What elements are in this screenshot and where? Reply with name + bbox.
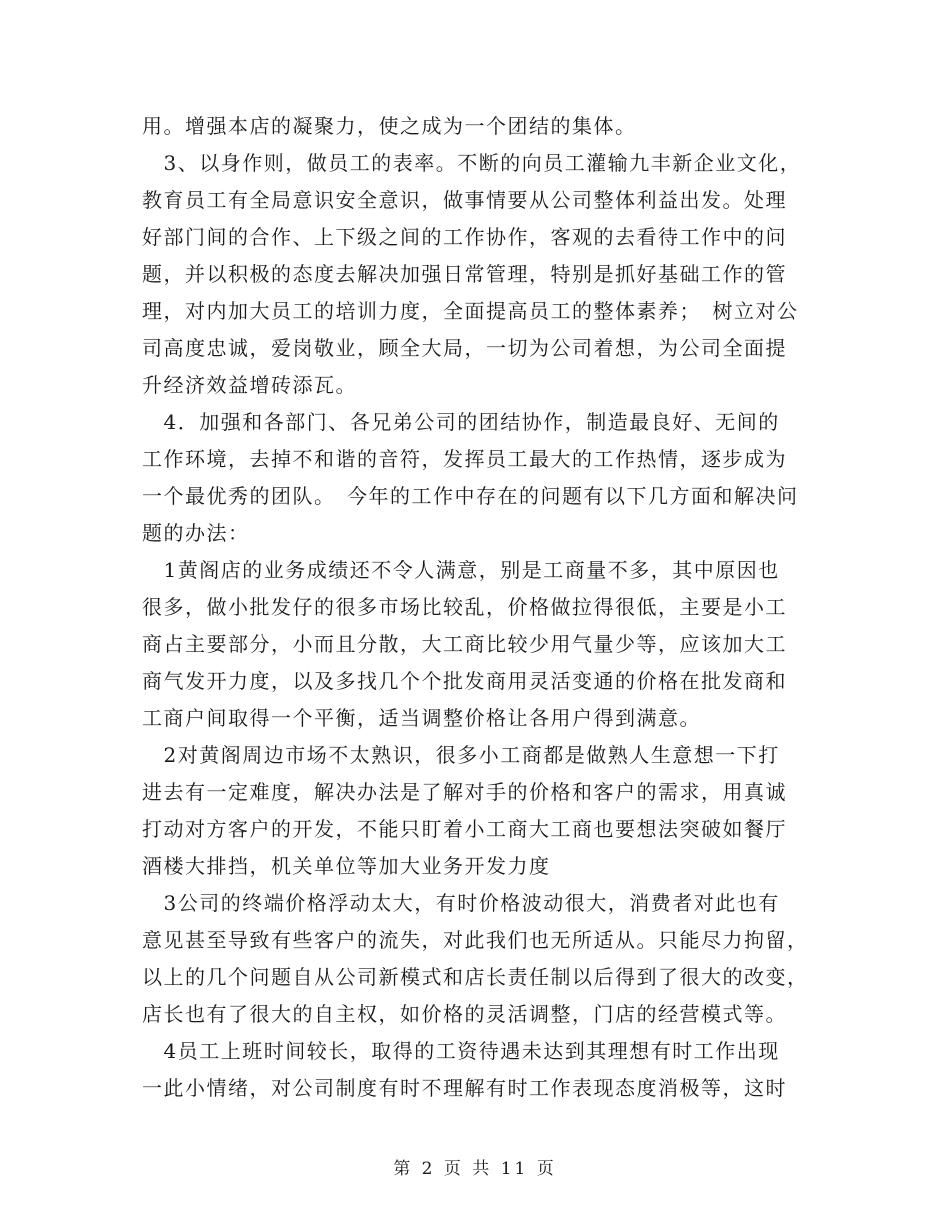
text-line: 工作环境，去掉不和谐的音符，发挥员工最大的工作热情，逐步成为 bbox=[142, 447, 787, 471]
text-line: 店长也有了很大的自主权，如价格的灵活调整，门店的经营模式等。 bbox=[142, 1002, 787, 1026]
text-line: 3、以身作则，做员工的表率。不断的向员工灌输九丰新企业文化， bbox=[142, 151, 802, 175]
text-line: 4员工上班时间较长，取得的工资待遇未达到其理想有时工作出现 bbox=[142, 1039, 780, 1063]
text-line: 题的办法： bbox=[142, 521, 250, 545]
text-line: 司高度忠诚，爱岗敬业，顾全大局，一切为公司着想，为公司全面提 bbox=[142, 336, 787, 360]
text-line: 商占主要部分，小而且分散，大工商比较少用气量少等，应该加大工 bbox=[142, 632, 787, 656]
text-line: 教育员工有全局意识安全意识，做事情要从公司整体利益出发。处理 bbox=[142, 188, 787, 212]
text-line: 2对黄阁周边市场不太熟识，很多小工商都是做熟人生意想一下打 bbox=[142, 743, 780, 767]
text-line: 酒楼大排挡，机关单位等加大业务开发力度 bbox=[142, 854, 551, 878]
text-line: 4．加强和各部门、各兄弟公司的团结协作，制造最良好、无间的 bbox=[142, 410, 780, 434]
page-footer: 第 2 页 共 11 页 bbox=[393, 1159, 557, 1179]
text-line: 商气发开力度，以及多找几个个批发商用灵活变通的价格在批发商和 bbox=[142, 669, 787, 693]
text-line: 3公司的终端价格浮动太大，有时价格波动很大，消费者对此也有 bbox=[142, 891, 780, 915]
text-line: 很多，做小批发仔的很多市场比较乱，价格做拉得很低，主要是小工 bbox=[142, 595, 787, 619]
text-line: 以上的几个问题自从公司新模式和店长责任制以后得到了很大的改变， bbox=[142, 965, 809, 989]
text-line: 用。增强本店的凝聚力，使之成为一个团结的集体。 bbox=[142, 114, 637, 138]
text-line: 升经济效益增砖添瓦。 bbox=[142, 373, 357, 397]
text-line: 题，并以积极的态度去解决加强日常管理，特别是抓好基础工作的管 bbox=[142, 262, 787, 286]
text-line: 理，对内加大员工的培训力度，全面提高员工的整体素养； 树立对公 bbox=[142, 299, 799, 323]
text-line: 意见甚至导致有些客户的流失，对此我们也无所适从。只能尽力拘留， bbox=[142, 928, 809, 952]
text-line: 一个最优秀的团队。 今年的工作中存在的问题有以下几方面和解决问 bbox=[142, 484, 799, 508]
text-line: 好部门间的合作、上下级之间的工作协作，客观的去看待工作中的问 bbox=[142, 225, 787, 249]
text-line: 进去有一定难度，解决办法是了解对手的价格和客户的需求，用真诚 bbox=[142, 780, 787, 804]
text-line: 打动对方客户的开发，不能只盯着小工商大工商也要想法突破如餐厅 bbox=[142, 817, 787, 841]
text-line: 工商户间取得一个平衡，适当调整价格让各用户得到满意。 bbox=[142, 706, 701, 730]
text-line: 一此小情绪，对公司制度有时不理解有时工作表现态度消极等，这时 bbox=[142, 1076, 787, 1100]
text-line: 1黄阁店的业务成绩还不令人满意，别是工商量不多，其中原因也 bbox=[142, 558, 780, 582]
